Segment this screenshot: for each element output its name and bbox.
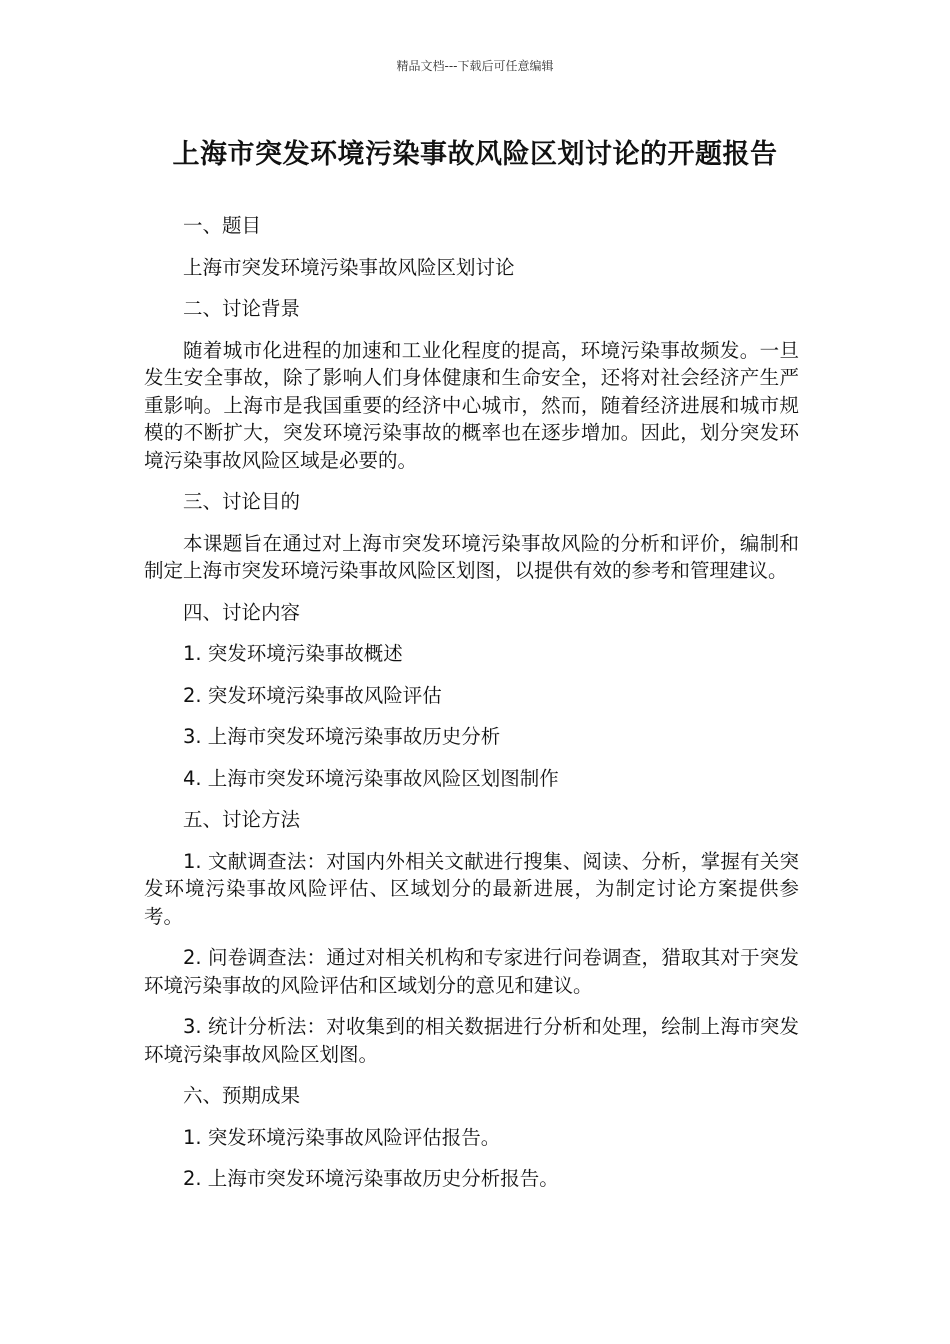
content-item: 4. 上海市突发环境污染事故风险区划图制作: [183, 766, 559, 790]
background-paragraph: 随着城市化进程的加速和工业化程度的提高，环境污染事故频发。一旦发生安全事故，除了影响人们身体健康和生命安全，还将对社会经济产生严重影响。上海市是我国重要的经济中心城市，然而，随着经济进展和城市规模的不断扩大，突发环境污染事故的概率也在逐步增加。因此，划分突发环境污染事故风险区域是必要的。: [144, 338, 799, 472]
heading-outcomes: 六、预期成果: [183, 1084, 301, 1107]
method-item: 3. 统计分析法：对收集到的相关数据进行分析和处理，绘制上海市突发环境污染事故风险区划图。: [144, 1015, 799, 1066]
purpose-paragraph: 本课题旨在通过对上海市突发环境污染事故风险的分析和评价，编制和制定上海市突发环境污染事故风险区划图，以提供有效的参考和管理建议。: [144, 531, 799, 582]
topic-text: 上海市突发环境污染事故风险区划讨论: [183, 255, 515, 279]
method-item: 2. 问卷调查法：通过对相关机构和专家进行问卷调查，猎取其对于突发环境污染事故的风险评估和区域划分的意见和建议。: [144, 946, 799, 997]
heading-topic: 一、题目: [183, 214, 262, 237]
page-header: 精品文档---下载后可任意编辑: [396, 59, 554, 73]
outcome-item: 1. 突发环境污染事故风险评估报告。: [183, 1125, 501, 1149]
heading-background: 二、讨论背景: [183, 297, 301, 320]
outcome-item: 2. 上海市突发环境污染事故历史分析报告。: [183, 1167, 559, 1190]
content-item: 2. 突发环境污染事故风险评估: [183, 683, 442, 707]
document-body: [144, 212, 799, 1193]
content-item: 1. 突发环境污染事故概述: [183, 642, 403, 665]
heading-methods: 五、讨论方法: [183, 808, 301, 831]
heading-purpose: 三、讨论目的: [183, 490, 301, 513]
document-title: 上海市突发环境污染事故风险区划讨论的开题报告: [172, 139, 778, 170]
method-item: 1. 文献调查法：对国内外相关文献进行搜集、阅读、分析，掌握有关突发环境污染事故风险评估、区域划分的最新进展，为制定讨论方案提供参考。: [144, 849, 799, 928]
heading-content: 四、讨论内容: [183, 600, 301, 624]
content-item: 3. 上海市突发环境污染事故历史分析: [183, 725, 501, 748]
